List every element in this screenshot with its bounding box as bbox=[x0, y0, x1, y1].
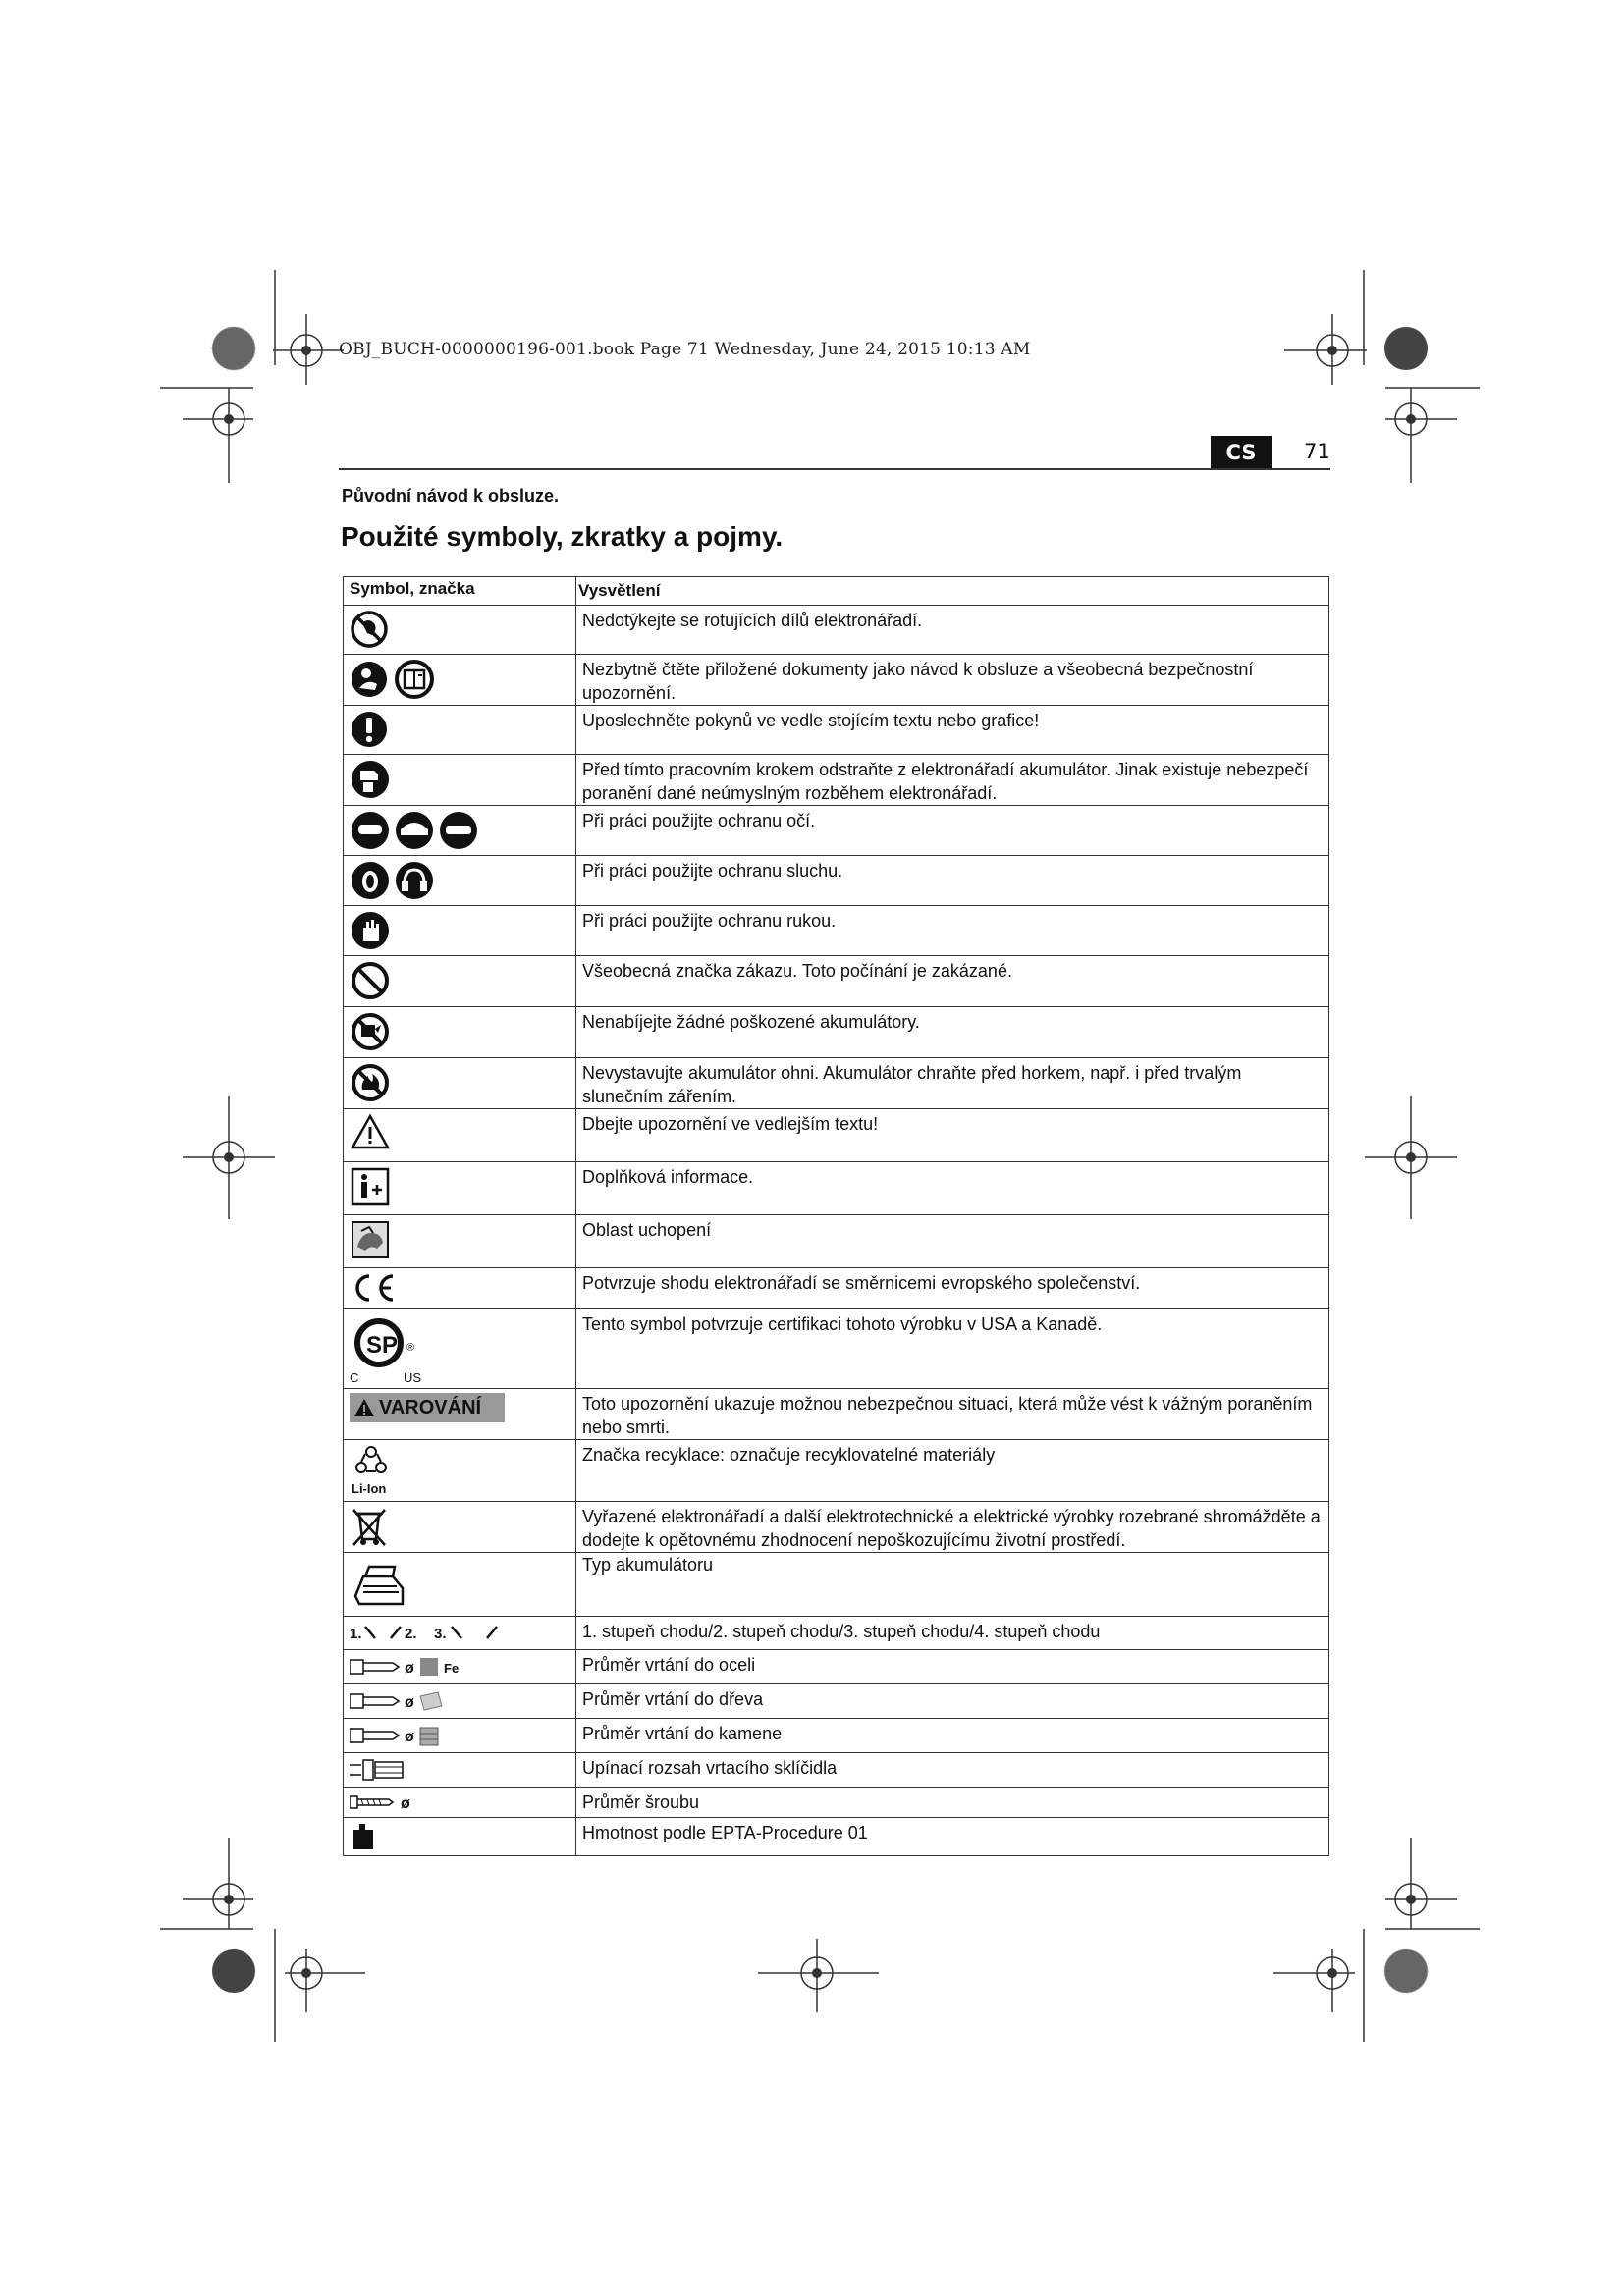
row-text: Nezbytně čtěte přiložené dokumenty jako návod k obsluze a všeobecná bezpečnostní upozornění. bbox=[576, 655, 1329, 706]
speed-2-label: 2. bbox=[405, 1626, 417, 1642]
table-row bbox=[344, 1309, 1329, 1389]
weight-icon bbox=[350, 1822, 379, 1851]
diameter-label: ø bbox=[405, 1694, 414, 1711]
drill-wood-icon bbox=[350, 1688, 458, 1714]
header-explanation: Vysvětlení bbox=[576, 577, 1329, 606]
table-row bbox=[344, 1753, 1329, 1788]
table-row bbox=[344, 1650, 1329, 1684]
table-row bbox=[344, 1440, 1329, 1502]
page-number: 71 bbox=[1304, 440, 1330, 463]
speed-3-label: 3. bbox=[434, 1626, 447, 1642]
row-text: Upínací rozsah vrtacího sklíčidla bbox=[576, 1753, 1329, 1788]
fe-label: Fe bbox=[444, 1661, 460, 1676]
book-info-line: OBJ_BUCH-0000000196-001.book Page 71 Wednesday, June 24, 2015 10:13 AM bbox=[339, 340, 1031, 359]
diameter-label: ø bbox=[405, 1729, 414, 1745]
warning-label-text: VAROVÁNÍ bbox=[379, 1396, 482, 1418]
svg-text:SP: SP bbox=[366, 1332, 399, 1359]
no-charge-damaged-battery-icon bbox=[350, 1011, 391, 1052]
row-text: Oblast uchopení bbox=[576, 1215, 1329, 1268]
table-row bbox=[344, 1058, 1329, 1109]
row-text: Dbejte upozornění ve vedlejším textu! bbox=[576, 1109, 1329, 1162]
table-row bbox=[344, 1617, 1329, 1650]
table-row bbox=[344, 606, 1329, 655]
row-text: Nedotýkejte se rotujících dílů elektronářadí. bbox=[576, 606, 1329, 655]
table-row bbox=[344, 856, 1329, 906]
csa-mark-icon bbox=[350, 1313, 438, 1384]
battery-type-icon bbox=[350, 1557, 408, 1612]
csa-c-label: C bbox=[350, 1370, 359, 1384]
gear-speed-icon bbox=[350, 1621, 507, 1644]
no-touch-rotating-parts-icon bbox=[350, 610, 389, 649]
table-row bbox=[344, 1788, 1329, 1818]
hand-protection-icon bbox=[350, 910, 391, 951]
row-text: 1. stupeň chodu/2. stupeň chodu/3. stupeň chodu/4. stupeň chodu bbox=[576, 1617, 1329, 1650]
row-text: Toto upozornění ukazuje možnou nebezpečnou situaci, která může vést k vážným poraněním nebo smrti. bbox=[576, 1389, 1329, 1440]
row-text: Průměr vrtání do kamene bbox=[576, 1719, 1329, 1753]
row-text: Značka recyklace: označuje recyklovatelné materiály bbox=[576, 1440, 1329, 1502]
grip-area-icon bbox=[350, 1219, 391, 1260]
table-row bbox=[344, 1719, 1329, 1753]
row-text: Doplňková informace. bbox=[576, 1162, 1329, 1215]
header-rule bbox=[339, 468, 1330, 470]
row-text: Průměr vrtání do oceli bbox=[576, 1650, 1329, 1684]
row-text: Potvrzuje shodu elektronářadí se směrnicemi evropského společenství. bbox=[576, 1268, 1329, 1309]
chuck-range-icon bbox=[350, 1757, 408, 1783]
table-row bbox=[344, 1162, 1329, 1215]
table-row bbox=[344, 755, 1329, 806]
table-row bbox=[344, 1268, 1329, 1309]
table-row bbox=[344, 1109, 1329, 1162]
row-text: Uposlechněte pokynů ve vedle stojícím textu nebo grafice! bbox=[576, 706, 1329, 755]
diameter-label: ø bbox=[405, 1660, 414, 1677]
table-header-row bbox=[344, 577, 1329, 606]
no-fire-battery-icon bbox=[350, 1062, 391, 1103]
exclamation-icon bbox=[350, 710, 389, 749]
remove-battery-icon bbox=[350, 759, 391, 800]
warning-label-icon bbox=[350, 1393, 505, 1422]
row-text: Průměr šroubu bbox=[576, 1788, 1329, 1818]
row-text: Hmotnost podle EPTA-Procedure 01 bbox=[576, 1818, 1329, 1856]
row-text: Při práci použijte ochranu očí. bbox=[576, 806, 1329, 856]
row-text: Nenabíjejte žádné poškozené akumulátory. bbox=[576, 1007, 1329, 1058]
prohibition-icon bbox=[350, 960, 391, 1001]
info-icon bbox=[350, 1166, 391, 1207]
table-row bbox=[344, 1215, 1329, 1268]
table-row bbox=[344, 906, 1329, 956]
row-text: Při práci použijte ochranu sluchu. bbox=[576, 856, 1329, 906]
row-text: Typ akumulátoru bbox=[576, 1553, 1329, 1617]
csa-us-label: US bbox=[404, 1370, 422, 1384]
warning-triangle-icon bbox=[350, 1113, 391, 1150]
li-ion-label: Li-Ion bbox=[352, 1481, 387, 1496]
row-text: Všeobecná značka zákazu. Toto počínání je zakázané. bbox=[576, 956, 1329, 1007]
ear-protection-icon bbox=[350, 860, 438, 901]
drill-steel-icon bbox=[350, 1654, 477, 1680]
warning-triangle-small-icon bbox=[353, 1398, 375, 1417]
eye-protection-icon bbox=[350, 810, 481, 851]
table-row bbox=[344, 1389, 1329, 1440]
row-text: Nevystavujte akumulátor ohni. Akumulátor chraňte před horkem, např. i před trvalým slunečním zářením. bbox=[576, 1058, 1329, 1109]
table-row bbox=[344, 706, 1329, 755]
table-row bbox=[344, 956, 1329, 1007]
recycling-li-ion-icon bbox=[350, 1444, 399, 1497]
read-manual-icon bbox=[350, 659, 438, 700]
screw-diameter-icon bbox=[350, 1791, 418, 1813]
row-text: Tento symbol potvrzuje certifikaci tohoto výrobku v USA a Kanadě. bbox=[576, 1309, 1329, 1389]
row-text: Před tímto pracovním krokem odstraňte z elektronářadí akumulátor. Jinak existuje nebezpečí poranění dané neúmyslným rozběhem elektronářadí. bbox=[576, 755, 1329, 806]
language-badge: CS bbox=[1211, 436, 1272, 469]
table-row bbox=[344, 806, 1329, 856]
table-row bbox=[344, 1818, 1329, 1856]
document-subtitle: Původní návod k obsluze. bbox=[342, 486, 560, 506]
row-text: Průměr vrtání do dřeva bbox=[576, 1684, 1329, 1719]
table-row bbox=[344, 1553, 1329, 1617]
row-text: Vyřazené elektronářadí a další elektrotechnické a elektrické výrobky rozebrané shromážděte a dodejte k opětovnému zhodnocení nepoškozujícímu životní prostředí. bbox=[576, 1502, 1329, 1553]
table-row bbox=[344, 1684, 1329, 1719]
table-row bbox=[344, 1007, 1329, 1058]
speed-1-label: 1. bbox=[350, 1626, 362, 1642]
ce-mark-icon bbox=[350, 1272, 397, 1304]
header-symbol: Symbol, značka bbox=[344, 577, 576, 606]
section-title: Použité symboly, zkratky a pojmy. bbox=[341, 521, 784, 552]
table-row bbox=[344, 655, 1329, 706]
table-row bbox=[344, 1502, 1329, 1553]
drill-stone-icon bbox=[350, 1723, 458, 1748]
row-text: Při práci použijte ochranu rukou. bbox=[576, 906, 1329, 956]
diameter-label: ø bbox=[401, 1795, 410, 1812]
csa-registered-label: ® bbox=[406, 1342, 415, 1354]
weee-bin-icon bbox=[350, 1506, 389, 1547]
symbols-table bbox=[343, 576, 1329, 1856]
